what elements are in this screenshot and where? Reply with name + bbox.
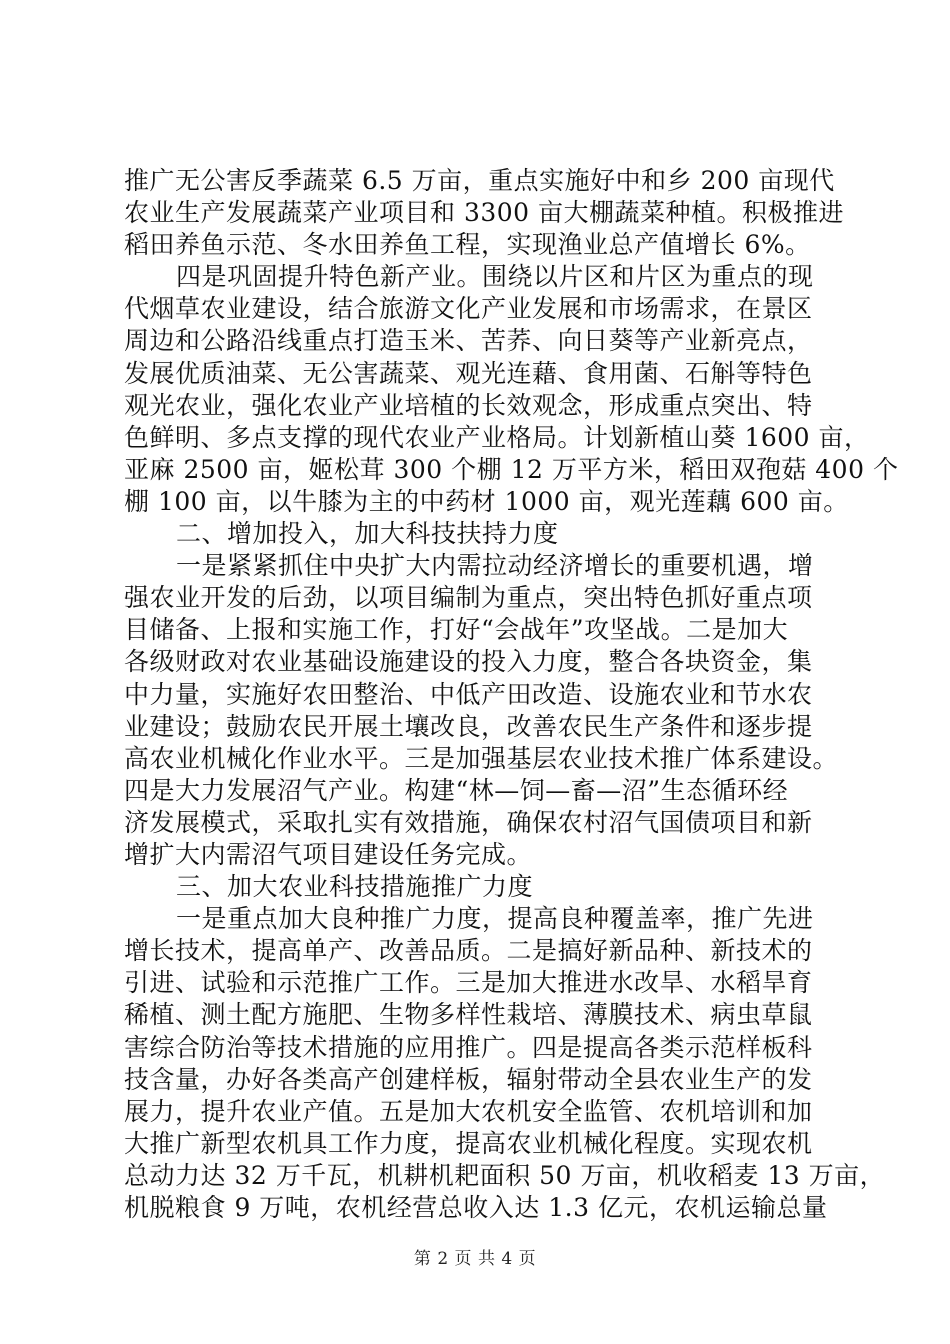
- text-line: 展力，提升农业产值。五是加大农机安全监管、农机培训和加: [124, 1096, 813, 1126]
- text-line: 亚麻 2500 亩，姬松茸 300 个棚 12 万平方米，稻田双孢菇 400 个: [124, 454, 899, 484]
- page-footer: 第 2 页 共 4 页: [413, 1249, 537, 1269]
- text-line: 周边和公路沿线重点打造玉米、苦荞、向日葵等产业新亮点，: [124, 326, 813, 356]
- text-line: 稻田养鱼示范、冬水田养鱼工程，实现渔业总产值增长 6%。: [124, 230, 811, 260]
- text-line: 引进、试验和示范推广工作。三是加大推进水改旱、水稻旱育: [124, 968, 813, 998]
- text-line: 代烟草农业建设，结合旅游文化产业发展和市场需求，在景区: [124, 294, 813, 324]
- text-line: 推广无公害反季蔬菜 6.5 万亩，重点实施好中和乡 200 亩现代: [124, 166, 835, 195]
- text-line: 济发展模式，采取扎实有效措施，确保农村沼气国债项目和新: [124, 807, 813, 837]
- text-line: 四是大力发展沼气产业。构建“林—饲—畜—沼”生态循环经: [124, 775, 789, 805]
- text-line: 发展优质油菜、无公害蔬菜、观光连藉、食用菌、石斛等特色: [124, 358, 813, 388]
- text-line: 机脱粮食 9 万吨，农机经营总收入达 1.3 亿元，农机运输总量: [124, 1193, 828, 1222]
- text-line: 高农业机械化作业水平。三是加强基层农业技术推广体系建设。: [124, 743, 839, 773]
- text-line: 增长技术，提高单产、改善品质。二是搞好新品种、新技术的: [124, 936, 813, 966]
- text-line: 目储备、上报和实施工作，打好“会战年”攻坚战。二是加大: [124, 615, 789, 645]
- text-line: 一是紧紧抓住中央扩大内需拉动经济增长的重要机遇，增: [176, 551, 814, 581]
- text-line: 总动力达 32 万千瓦，机耕机耙面积 50 万亩，机收稻麦 13 万亩，: [124, 1160, 886, 1190]
- text-line: 三、加大农业科技措施推广力度: [176, 872, 534, 902]
- text-line: 二、增加投入，加大科技扶持力度: [176, 519, 559, 549]
- text-line: 观光农业，强化农业产业培植的长效观念，形成重点突出、特: [124, 390, 813, 420]
- text-line: 增扩大内需沼气项目建设任务完成。: [124, 839, 533, 869]
- text-line: 中力量，实施好农田整治、中低产田改造、设施农业和节水农: [124, 679, 813, 709]
- text-line: 业建设；鼓励农民开展土壤改良，改善农民生产条件和逐步提: [124, 711, 813, 741]
- text-line: 四是巩固提升特色新产业。围绕以片区和片区为重点的现: [176, 262, 814, 292]
- text-line: 强农业开发的后劲，以项目编制为重点，突出特色抓好重点项: [124, 583, 813, 613]
- text-line: 农业生产发展蔬菜产业项目和 3300 亩大棚蔬菜种植。积极推进: [124, 198, 845, 228]
- text-line: 色鲜明、多点支撑的现代农业产业格局。计划新植山葵 1600 亩，: [124, 422, 870, 452]
- text-line: 大推广新型农机具工作力度，提高农业机械化程度。实现农机: [124, 1128, 813, 1158]
- text-line: 棚 100 亩，以牛膝为主的中药材 1000 亩，观光莲藕 600 亩。: [124, 486, 849, 516]
- document-body: [124, 165, 899, 1224]
- text-line: 稀植、测土配方施肥、生物多样性栽培、薄膜技术、病虫草鼠: [124, 1000, 813, 1030]
- text-line: 害综合防治等技术措施的应用推广。四是提高各类示范样板科: [124, 1032, 813, 1062]
- text-line: 技含量，办好各类高产创建样板，辐射带动全县农业生产的发: [124, 1064, 813, 1094]
- text-line: 各级财政对农业基础设施建设的投入力度，整合各块资金，集: [124, 647, 813, 677]
- text-line: 一是重点加大良种推广力度，提高良种覆盖率，推广先进: [176, 904, 814, 934]
